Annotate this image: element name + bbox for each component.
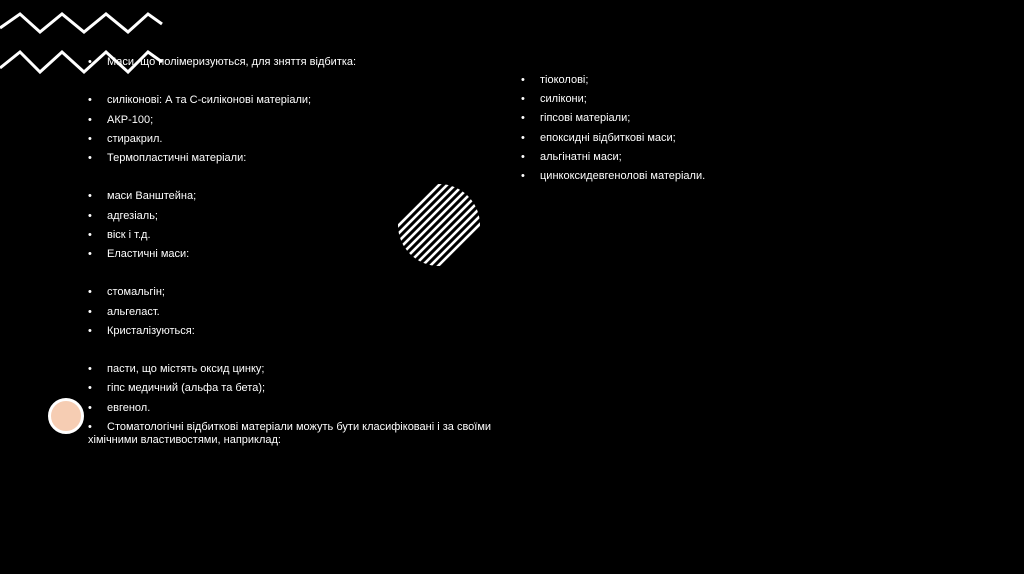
peach-dot-decoration <box>48 398 84 434</box>
list-item: • гіпс медичний (альфа та бета); <box>88 382 266 395</box>
list-item: • епоксидні відбиткові маси; <box>521 131 676 144</box>
list-item: • гіпсові матеріали; <box>521 112 631 125</box>
list-item: • адгезіаль; <box>88 209 158 222</box>
list-item: • альгеласт. <box>88 305 160 318</box>
list-item: • пасти, що містять оксид цинку; <box>88 363 265 376</box>
list-spacer <box>88 72 508 91</box>
list-spacer <box>88 168 508 187</box>
list-spacer <box>88 341 508 360</box>
list-item: • цинкоксидевгенолові матеріали. <box>521 170 706 183</box>
list-item: • Еластичні маси: <box>88 248 190 260</box>
list-item: • маси Ванштейна; <box>88 190 197 203</box>
list-item: • силіконові: А та С-силіконові матеріали; <box>88 94 312 107</box>
list-item: • тіоколові; <box>521 74 589 86</box>
list-spacer <box>88 264 508 283</box>
list-item: • стомальгін; <box>88 286 165 299</box>
list-item: • силікони; <box>521 93 587 106</box>
list-item-multiline: • Стоматологічні відбиткові матеріали можуть бути класифіковані і за своїми хімічними властивостями, наприклад: <box>88 420 492 446</box>
left-bullet-list <box>88 53 508 447</box>
list-item: • віск і т.д. <box>88 228 151 241</box>
list-item: • Маси, що полімеризуються, для зняття відбитка: <box>88 56 357 68</box>
list-item: • Термопластичні матеріали: <box>88 152 247 164</box>
list-item: • Кристалізуються: <box>88 324 195 337</box>
list-item: • стиракрил. <box>88 132 163 145</box>
list-item: • АКР-100; <box>88 113 154 126</box>
right-bullet-list <box>521 71 851 186</box>
list-item: • альгінатні маси; <box>521 150 622 163</box>
list-item: • евгенол. <box>88 401 151 414</box>
